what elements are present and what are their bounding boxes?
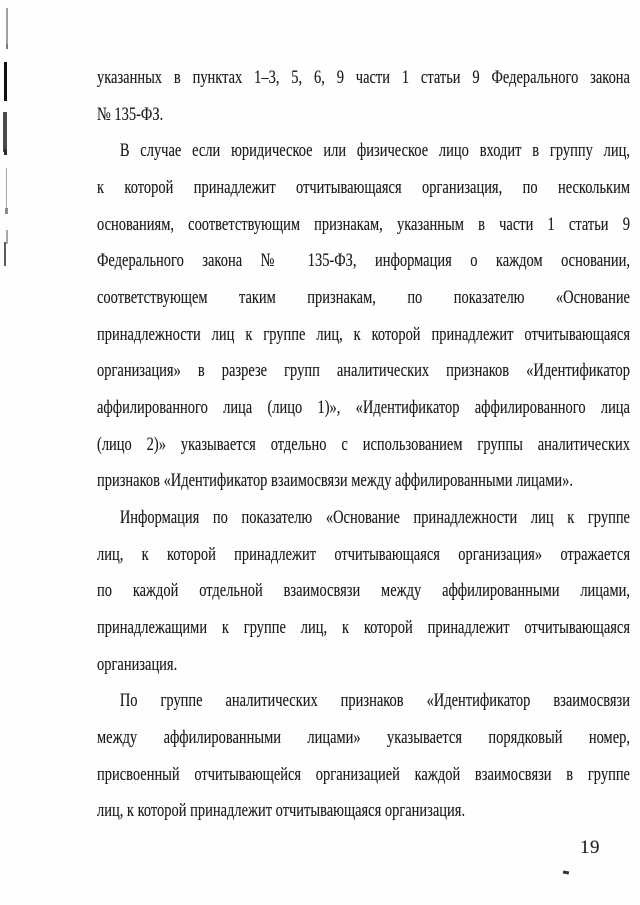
text-line: Федерального закона № 135-ФЗ, информация о каждом основании, xyxy=(97,250,630,272)
text-line: к которой принадлежит отчитывающаяся организация, по нескольким xyxy=(97,177,630,199)
left-edge-mark-4-hook xyxy=(5,208,8,214)
text-line: между аффилированными лицами» указывается порядковый номер, xyxy=(97,727,630,749)
text-line: по каждой отдельной взаимосвязи между аффилированными лицами, xyxy=(97,580,630,602)
text-line: лиц, к которой принадлежит отчитывающаяся организация» отражается xyxy=(97,543,630,565)
left-edge-mark-3-nub xyxy=(4,149,7,155)
text-line: № 135-ФЗ. xyxy=(97,103,164,125)
text-line: аффилированного лица (лицо 1)», «Идентификатор аффилированного лица xyxy=(97,397,630,419)
text-line: (лицо 2)» указывается отдельно с использованием группы аналитических xyxy=(97,433,630,455)
text-line: указанных в пунктах 1–3, 5, 6, 9 части 1 статьи 9 Федерального закона xyxy=(97,67,630,88)
text-line: присвоенный отчитывающейся организацией каждой взаимосвязи в группе xyxy=(97,763,630,785)
text-line: В случае если юридическое или физическое лицо входит в группу лиц, xyxy=(119,140,630,162)
text-line: принадлежности лиц к группе лиц, к которой принадлежит отчитывающаяся xyxy=(97,323,630,345)
document-text xyxy=(97,60,630,830)
text-line: организация. xyxy=(97,653,178,675)
left-edge-mark-4 xyxy=(6,168,7,212)
left-edge-mark-5 xyxy=(4,242,7,266)
text-line: организация» в разрезе групп аналитических признаков «Идентификатор xyxy=(97,360,630,382)
paragraph xyxy=(97,500,630,683)
left-edge-mark-3 xyxy=(3,112,7,152)
paragraph xyxy=(97,133,630,500)
left-edge-mark-1 xyxy=(6,8,8,48)
bottom-dash-mark xyxy=(563,870,569,874)
left-edge-mark-1-nub xyxy=(6,44,9,49)
paragraph xyxy=(97,683,630,830)
text-line: По группе аналитических признаков «Идентификатор взаимосвязи xyxy=(119,690,630,712)
text-line: Информация по показателю «Основание принадлежности лиц к группе xyxy=(119,507,630,529)
text-line: лиц, к которой принадлежит отчитывающаяся организация. xyxy=(97,800,466,822)
left-edge-mark-2 xyxy=(4,62,7,101)
page-number: 19 xyxy=(580,837,600,858)
paragraph xyxy=(97,60,630,133)
text-line: принадлежащими к группе лиц, к которой принадлежит отчитывающаяся xyxy=(97,617,630,639)
text-line: соответствующем таким признакам, по показателю «Основание xyxy=(97,287,630,309)
left-edge-mark-5-top xyxy=(6,230,8,244)
text-line: признаков «Идентификатор взаимосвязи между аффилированными лицами». xyxy=(97,470,573,492)
text-line: основаниям, соответствующим признакам, указанным в части 1 статьи 9 xyxy=(97,213,630,235)
